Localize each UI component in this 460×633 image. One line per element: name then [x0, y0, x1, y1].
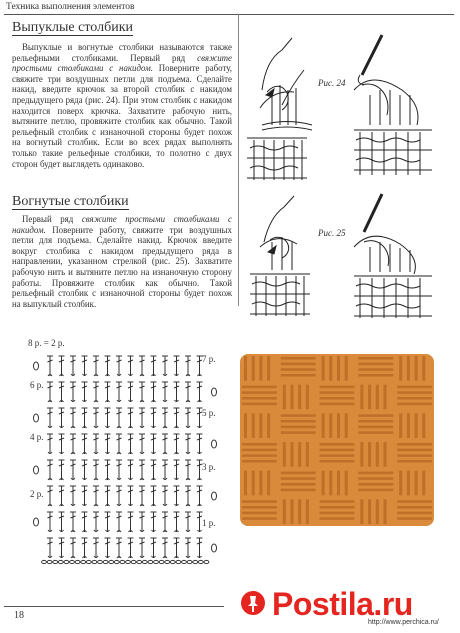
stitch-symbol: [105, 382, 111, 402]
stitch-symbol: [116, 408, 122, 428]
stitch-symbol: [174, 512, 180, 532]
stitch-symbol: [70, 460, 76, 480]
chain-symbol: [212, 492, 217, 500]
stitch-symbol: [128, 512, 134, 532]
stitch-symbol: [162, 408, 168, 428]
stitch-symbol: [151, 538, 157, 558]
section-text-convex: Выпуклые и вогнутые столбики называются также рельефными столбиками. Первый ряд свяжите простыми столбиками с накидом. Поверните работу, свяжите три воздушных петли для подъема. Сделайте накид, введите крючок за второй столбик с накидом предыдущего ряда (рис. 24). При этом столбик с накидом находится поверх крючка. Захватите рабочую нить, вытяните петлю, провяжите столбик как обычно. Такой рельефный столбик с изнаночной стороны будет похож на вогнутый столбик. Если во всех рядах выполнять только такие рельефные столбики, то полотно с двух сторон будет выглядеть одинаково.: [12, 42, 233, 169]
stitch-symbol: [162, 538, 168, 558]
foundation-chain-symbol: [42, 560, 47, 563]
stitch-symbol: [128, 460, 134, 480]
foundation-chain-symbol: [81, 560, 86, 563]
stitch-symbol: [47, 460, 53, 480]
stitch-symbol: [70, 408, 76, 428]
stitch-symbol: [128, 486, 134, 506]
stitch-symbol: [59, 486, 65, 506]
schema-row-label-left: 2 р.: [30, 489, 44, 499]
column-divider: [238, 14, 239, 306]
stitch-symbol: [70, 434, 76, 454]
stitch-symbol: [128, 408, 134, 428]
stitch-symbol: [47, 512, 53, 532]
stitch-symbol: [105, 460, 111, 480]
foundation-chain-symbol: [165, 560, 170, 563]
stitch-symbol: [70, 382, 76, 402]
foundation-chain-symbol: [154, 560, 159, 563]
stitch-symbol: [151, 382, 157, 402]
stitch-symbol: [174, 460, 180, 480]
foundation-chain-symbol: [75, 560, 80, 563]
stitch-symbol: [116, 538, 122, 558]
figure-25-label: Рис. 25: [318, 228, 346, 238]
stitch-symbol: [162, 434, 168, 454]
stitch-symbol: [185, 512, 191, 532]
stitch-symbol: [174, 408, 180, 428]
stitch-symbol: [59, 434, 65, 454]
stitch-symbol: [151, 408, 157, 428]
stitch-symbol: [185, 538, 191, 558]
foundation-chain-symbol: [131, 560, 136, 563]
stitch-symbol: [59, 512, 65, 532]
stitch-symbol: [185, 486, 191, 506]
stitch-symbol: [128, 538, 134, 558]
foundation-chain-symbol: [120, 560, 125, 563]
stitch-symbol: [47, 486, 53, 506]
schema-row-label-right: 7 р.: [202, 354, 216, 364]
stitch-symbol: [128, 434, 134, 454]
stitch-symbol: [70, 486, 76, 506]
foundation-chain-symbol: [170, 560, 175, 563]
chain-symbol: [34, 414, 39, 422]
stitch-symbol: [47, 356, 53, 376]
chain-symbol: [34, 518, 39, 526]
stitch-symbol: [82, 356, 88, 376]
crochet-sample-photo: [238, 352, 436, 528]
foundation-chain-symbol: [142, 560, 147, 563]
foundation-chain-symbol: [53, 560, 58, 563]
stitch-symbol: [82, 434, 88, 454]
stitch-symbol: [185, 408, 191, 428]
stitch-symbol: [82, 408, 88, 428]
stitch-symbol: [116, 434, 122, 454]
stitch-symbol: [128, 356, 134, 376]
stitch-symbol: [151, 356, 157, 376]
foundation-chain-symbol: [187, 560, 192, 563]
stitch-symbol: [116, 356, 122, 376]
stitch-symbol: [151, 460, 157, 480]
stitch-symbol: [116, 460, 122, 480]
foundation-chain-symbol: [193, 560, 198, 563]
stitch-symbol: [162, 460, 168, 480]
stitch-symbol: [116, 382, 122, 402]
stitch-symbol: [93, 460, 99, 480]
stitch-symbol: [93, 408, 99, 428]
chain-symbol: [212, 544, 217, 552]
stitch-symbol: [151, 486, 157, 506]
stitch-symbol: [128, 382, 134, 402]
foundation-chain-symbol: [198, 560, 203, 563]
stitch-symbol: [105, 434, 111, 454]
stitch-symbol: [70, 356, 76, 376]
stitch-symbol: [174, 538, 180, 558]
stitch-symbol: [139, 512, 145, 532]
stitch-symbol: [59, 408, 65, 428]
stitch-symbol: [197, 434, 203, 454]
stitch-symbol: [93, 434, 99, 454]
watermark-url: http://www.perchica.ru/: [368, 619, 439, 626]
schema-repeat-label: 8 р. = 2 р.: [28, 338, 65, 348]
stitch-symbol: [139, 434, 145, 454]
stitch-symbol: [174, 486, 180, 506]
figure-25-illustration: [242, 192, 442, 324]
section-text-concave: Первый ряд свяжите простыми столбиками с накидом. Поверните работу, свяжите три воздушных петли для подъема. Сделайте накид. Крючок введите вокруг столбика с накидом предыдущего ряда в направлении, указанном стрелкой (рис. 25). Захватите рабочую нить и вытяните петлю на изнаночную сторону работы. Провяжите столбик как обычно. Такой рельефный столбик с изнаночной стороны будет похож на выпуклый столбик.: [12, 214, 232, 309]
schema-row-label-right: 1 р.: [202, 518, 216, 528]
stitch-symbol: [93, 538, 99, 558]
foundation-chain-symbol: [126, 560, 131, 563]
stitch-symbol: [82, 460, 88, 480]
stitch-symbol: [93, 356, 99, 376]
stitch-symbol: [105, 538, 111, 558]
stitch-symbol: [82, 538, 88, 558]
stitch-symbol: [105, 408, 111, 428]
chain-symbol: [34, 362, 39, 370]
stitch-symbol: [116, 486, 122, 506]
foundation-chain-symbol: [137, 560, 142, 563]
stitch-symbol: [82, 382, 88, 402]
figure-24-label: Рис. 24: [318, 78, 346, 88]
stitch-symbol: [185, 382, 191, 402]
stitch-symbol: [70, 538, 76, 558]
stitch-symbol: [174, 434, 180, 454]
foundation-chain-symbol: [182, 560, 187, 563]
stitch-symbol: [162, 356, 168, 376]
page-number: 18: [14, 610, 24, 621]
foundation-chain-symbol: [148, 560, 153, 563]
pin-logo-icon: [240, 590, 266, 616]
schema-row-label-right: 3 р.: [202, 462, 216, 472]
stitch-symbol: [105, 512, 111, 532]
stitch-symbol: [59, 382, 65, 402]
stitch-symbol: [162, 512, 168, 532]
stitch-symbol: [162, 486, 168, 506]
stitch-symbol: [70, 512, 76, 532]
stitch-symbol: [59, 538, 65, 558]
crochet-schema: [14, 336, 220, 566]
stitch-symbol: [139, 460, 145, 480]
stitch-symbol: [174, 356, 180, 376]
stitch-symbol: [185, 434, 191, 454]
foundation-chain-symbol: [159, 560, 164, 563]
stitch-symbol: [59, 460, 65, 480]
schema-row-label-right: 5 р.: [202, 408, 216, 418]
foundation-chain-symbol: [114, 560, 119, 563]
foundation-chain-symbol: [204, 560, 209, 563]
stitch-symbol: [139, 356, 145, 376]
watermark-brand: Postila.ru: [272, 586, 413, 622]
foundation-chain-symbol: [176, 560, 181, 563]
foundation-chain-symbol: [103, 560, 108, 563]
stitch-symbol: [162, 382, 168, 402]
footer-rule: [4, 606, 224, 607]
stitch-symbol: [105, 356, 111, 376]
chain-symbol: [212, 440, 217, 448]
section-title-concave: Вогнутые столбики: [12, 194, 129, 209]
foundation-chain-symbol: [58, 560, 63, 563]
stitch-symbol: [139, 486, 145, 506]
stitch-symbol: [139, 382, 145, 402]
foundation-chain-symbol: [109, 560, 114, 563]
watermark: [234, 586, 456, 626]
page-header: Техника выполнения элементов: [6, 2, 135, 12]
chain-symbol: [34, 466, 39, 474]
schema-row-label-left: 6 р.: [30, 380, 44, 390]
stitch-symbol: [174, 382, 180, 402]
figure-24-illustration: [242, 30, 442, 195]
stitch-symbol: [47, 408, 53, 428]
section-title-convex: Выпуклые столбики: [12, 20, 134, 35]
stitch-symbol: [93, 512, 99, 532]
stitch-symbol: [197, 382, 203, 402]
stitch-symbol: [139, 408, 145, 428]
stitch-symbol: [47, 434, 53, 454]
stitch-symbol: [197, 538, 203, 558]
stitch-symbol: [82, 486, 88, 506]
stitch-symbol: [93, 486, 99, 506]
stitch-symbol: [82, 512, 88, 532]
stitch-symbol: [93, 382, 99, 402]
foundation-chain-symbol: [98, 560, 103, 563]
stitch-symbol: [185, 356, 191, 376]
stitch-symbol: [151, 434, 157, 454]
foundation-chain-symbol: [86, 560, 91, 563]
stitch-symbol: [151, 512, 157, 532]
stitch-symbol: [47, 538, 53, 558]
stitch-symbol: [139, 538, 145, 558]
stitch-symbol: [47, 382, 53, 402]
stitch-symbol: [105, 486, 111, 506]
foundation-chain-symbol: [70, 560, 75, 563]
stitch-symbol: [197, 486, 203, 506]
stitch-symbol: [59, 356, 65, 376]
stitch-symbol: [185, 460, 191, 480]
foundation-chain-symbol: [92, 560, 97, 563]
stitch-symbol: [116, 512, 122, 532]
header-rule: [4, 14, 454, 15]
foundation-chain-symbol: [47, 560, 52, 563]
schema-row-label-left: 4 р.: [30, 432, 44, 442]
chain-symbol: [212, 388, 217, 396]
foundation-chain-symbol: [64, 560, 69, 563]
